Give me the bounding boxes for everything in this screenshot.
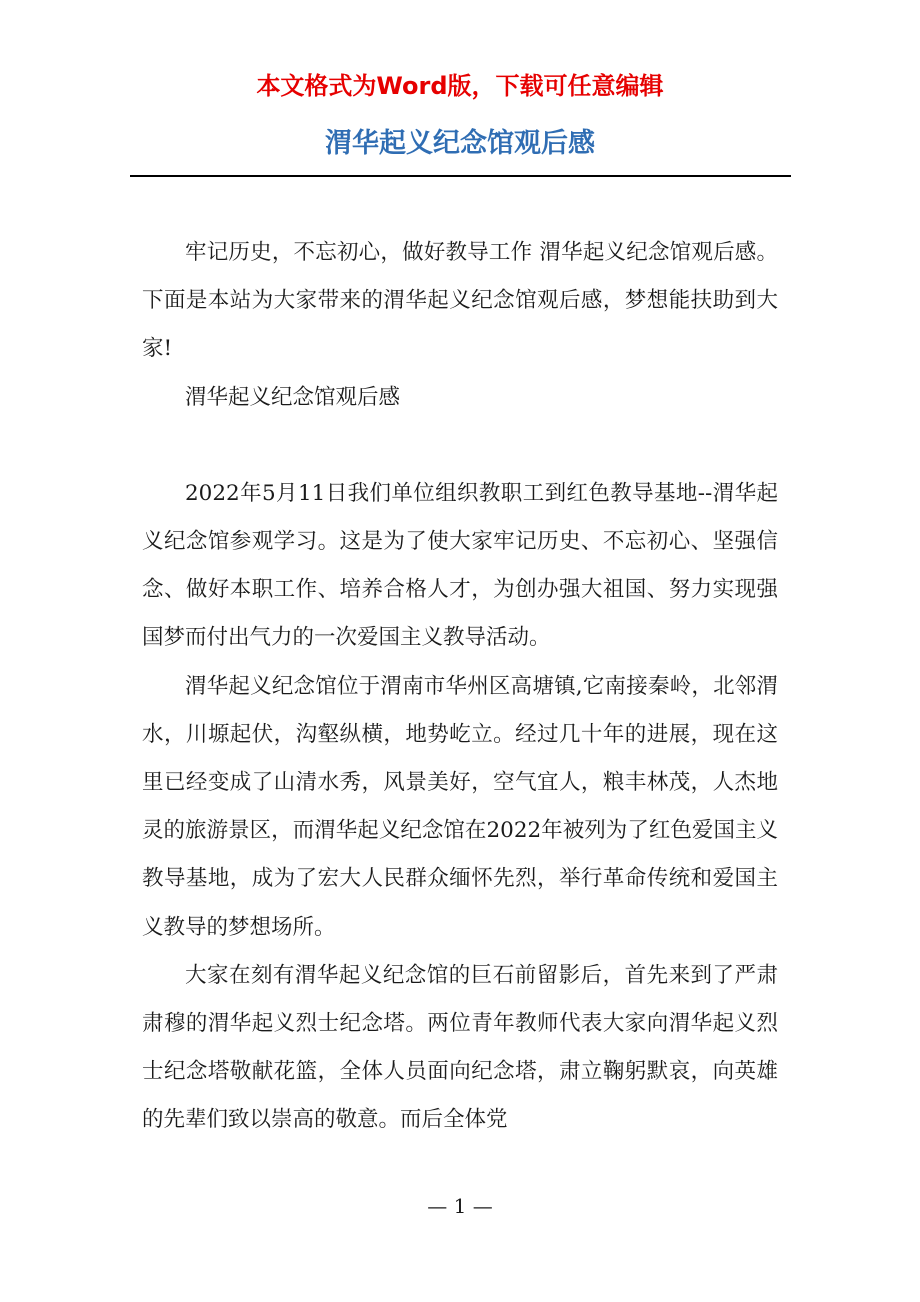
- intro-paragraph: 牢记历史，不忘初心，做好教导工作 渭华起义纪念馆观后感。下面是本站为大家带来的渭华起义纪念馆观后感，梦想能扶助到大家!: [142, 240, 778, 362]
- body-paragraph: 大家在刻有渭华起义纪念馆的巨石前留影后，首先来到了严肃肃穆的渭华起义烈士纪念塔。两位青年教师代表大家向渭华起义烈士纪念塔敬献花篮，全体人员面向纪念塔，肃立鞠躬默哀，向英雄的先辈们致以崇高的敬意。而后全体党: [142, 962, 778, 1133]
- format-notice-banner: 本文格式为Word版，下载可任意编辑: [256, 72, 664, 100]
- section-heading: 渭华起义纪念馆观后感: [185, 384, 401, 410]
- document-title: 渭华起义纪念馆观后感: [325, 128, 595, 159]
- body-paragraph: 渭华起义纪念馆位于渭南市华州区高塘镇,它南接秦岭，北邻渭水，川塬起伏，沟壑纵横，地势屹立。经过几十年的进展，现在这里已经变成了山清水秀，风景美好，空气宜人，粮丰林茂，人杰地灵的旅游景区，而渭华起义纪念馆在2022年被列为了红色爱国主义教导基地，成为了宏大人民群众缅怀先烈，举行革命传统和爱国主义教导的梦想场所。: [142, 673, 778, 940]
- title-divider: [130, 175, 791, 177]
- page-number: — 1 —: [427, 1194, 493, 1218]
- body-paragraph: 2022年5月11日我们单位组织教职工到红色教导基地--渭华起义纪念馆参观学习。这是为了使大家牢记历史、不忘初心、坚强信念、做好本职工作、培养合格人才，为创办强大祖国、努力实现强国梦而付出气力的一次爱国主义教导活动。: [142, 480, 778, 651]
- document-body: [142, 229, 778, 1145]
